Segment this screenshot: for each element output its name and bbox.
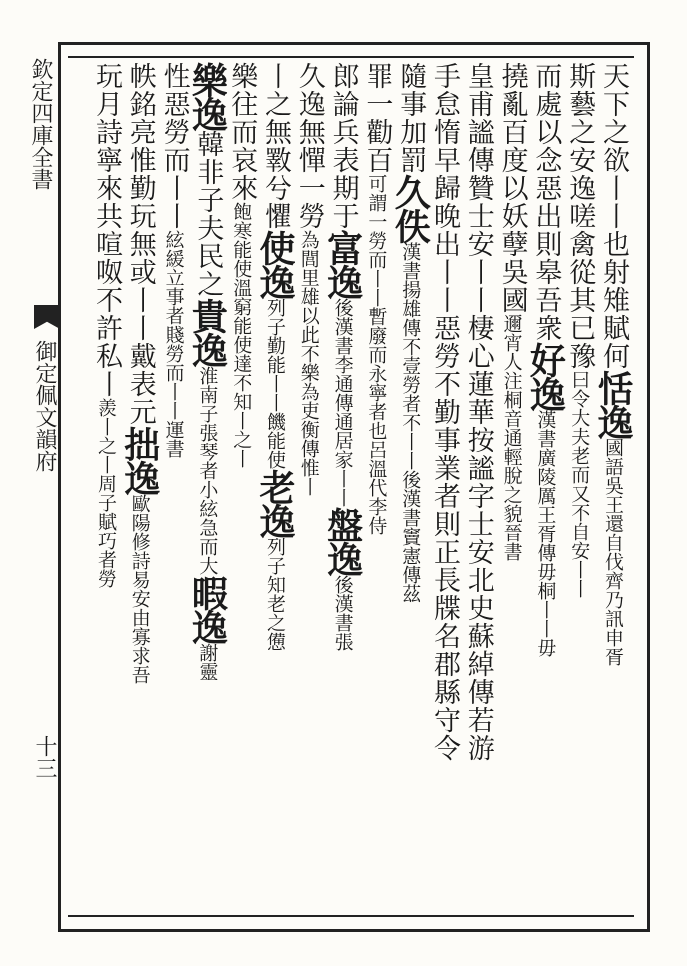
frame-inner-rule: [68, 56, 634, 58]
margin-page-number: 十三: [32, 735, 57, 779]
entry-headword: 樂逸: [186, 62, 229, 130]
text-column-4: [495, 62, 529, 922]
entry-headword: 久佚: [389, 174, 432, 242]
body-text: 久逸無憚一勞: [293, 62, 325, 230]
annotation-text: 曰令大夫老而又不自安丨丨: [568, 370, 591, 598]
entry-headword: 老逸: [254, 469, 296, 537]
annotation-text: 列子知老之憊: [264, 537, 286, 651]
annotation-text: 國語吳王還自伐齊乃訊申胥: [602, 438, 624, 666]
text-column-11: [254, 62, 296, 922]
entry-headword: 恬逸: [592, 370, 634, 438]
annotation-text: 飽寒能使溫窮能使達: [230, 202, 253, 373]
text-column-8: [359, 62, 393, 922]
body-text: 罪一勸百: [361, 62, 393, 174]
annotation-text: 不知丨之丨: [230, 373, 253, 468]
body-text: 樂往而哀來: [226, 62, 258, 202]
entry-headword: 拙逸: [118, 426, 161, 494]
body-text: 撓亂百度以妖孽吳國: [496, 62, 528, 314]
annotation-text: 淮南子張琴者小絃急而大: [196, 366, 219, 575]
entry-headword: 貴逸: [186, 298, 229, 366]
body-text: 郎論兵表期于: [327, 62, 359, 230]
annotation-text: 後漢書李通傳通居家丨丨: [331, 298, 354, 507]
entry-headword: 暇逸: [186, 575, 229, 643]
body-text: 隨事加罰: [395, 62, 427, 174]
body-text: 性惡勞而丨丨: [158, 62, 190, 230]
text-column-1: [592, 62, 634, 922]
body-text: 天下之欲丨丨也射雉賦何: [598, 62, 629, 370]
text-column-2: [562, 62, 596, 922]
body-text: 帙銘亮惟勤玩無或丨丨戴表元: [124, 62, 156, 426]
body-text: 手怠惰早歸晚出丨丨惡勞不勤事業者則正長牒名郡縣守令: [429, 62, 460, 762]
text-column-12: [224, 62, 258, 922]
text-column-15: [118, 62, 161, 922]
body-text: 玩月詩寧來共喧呶不許私丨: [91, 62, 122, 398]
annotation-text: 後漢書張: [331, 575, 354, 651]
text-column-6: [427, 62, 461, 922]
annotation-text: 漢書廣陵厲王胥傳毋桐丨丨毋: [534, 410, 557, 657]
body-text: 丨之無斁兮懼: [260, 62, 291, 230]
annotation-text: 運書: [162, 420, 185, 458]
text-column-7: [389, 62, 432, 922]
text-column-5: [461, 62, 495, 922]
annotation-text: 羨丨之丨周子賦巧者勞: [95, 398, 117, 588]
body-text: 韓非子夫民之: [192, 130, 224, 298]
body-text: 斯藝之安逸嗟禽從其已豫: [564, 62, 596, 370]
annotation-text: 歐陽修詩易安由寡求吾: [128, 494, 151, 684]
entry-headword: 好逸: [524, 342, 567, 410]
annotation-text: 為閭里雄以此不樂為吏: [297, 230, 320, 420]
text-column-14: [157, 62, 191, 922]
text-column-3: [524, 62, 567, 922]
margin-book-title: 御定佩文韻府: [32, 340, 57, 472]
annotation-text: 謝靈: [196, 643, 219, 681]
text-column-16: [89, 62, 123, 922]
body-text: 而處以念惡出則皋吾衆: [530, 62, 562, 342]
text-column-13: [186, 62, 229, 922]
annotation-text: 漢書揚雄傳不壹勞者不丨丨後漢書竇憲傳茲: [399, 242, 422, 603]
entry-headword: 使逸: [254, 230, 296, 298]
fish-tail-mark-icon: [34, 305, 60, 329]
entry-headword: 盤逸: [321, 507, 364, 575]
annotation-text: 衡傳惟丨: [297, 420, 320, 496]
text-column-9: [321, 62, 364, 922]
text-column-10: [292, 62, 326, 922]
margin-top-title: 欽定四庫全書: [28, 58, 53, 190]
entry-headword: 富逸: [321, 230, 364, 298]
annotation-text: 列子勤能丨丨饑能使: [264, 298, 286, 469]
annotation-text: 可謂一勞而丨丨暫廢而永寧者也呂溫代李侍: [365, 174, 388, 535]
body-text: 皇甫謐傳贊士安丨丨棲心蓮華按謐字士安北史蘇綽傳若游: [462, 62, 494, 762]
annotation-text: 邇宵人注桐音通輕脫之貌晉書: [500, 314, 523, 561]
annotation-text: 絃緩立事者賤勞而丨丨: [162, 230, 185, 420]
